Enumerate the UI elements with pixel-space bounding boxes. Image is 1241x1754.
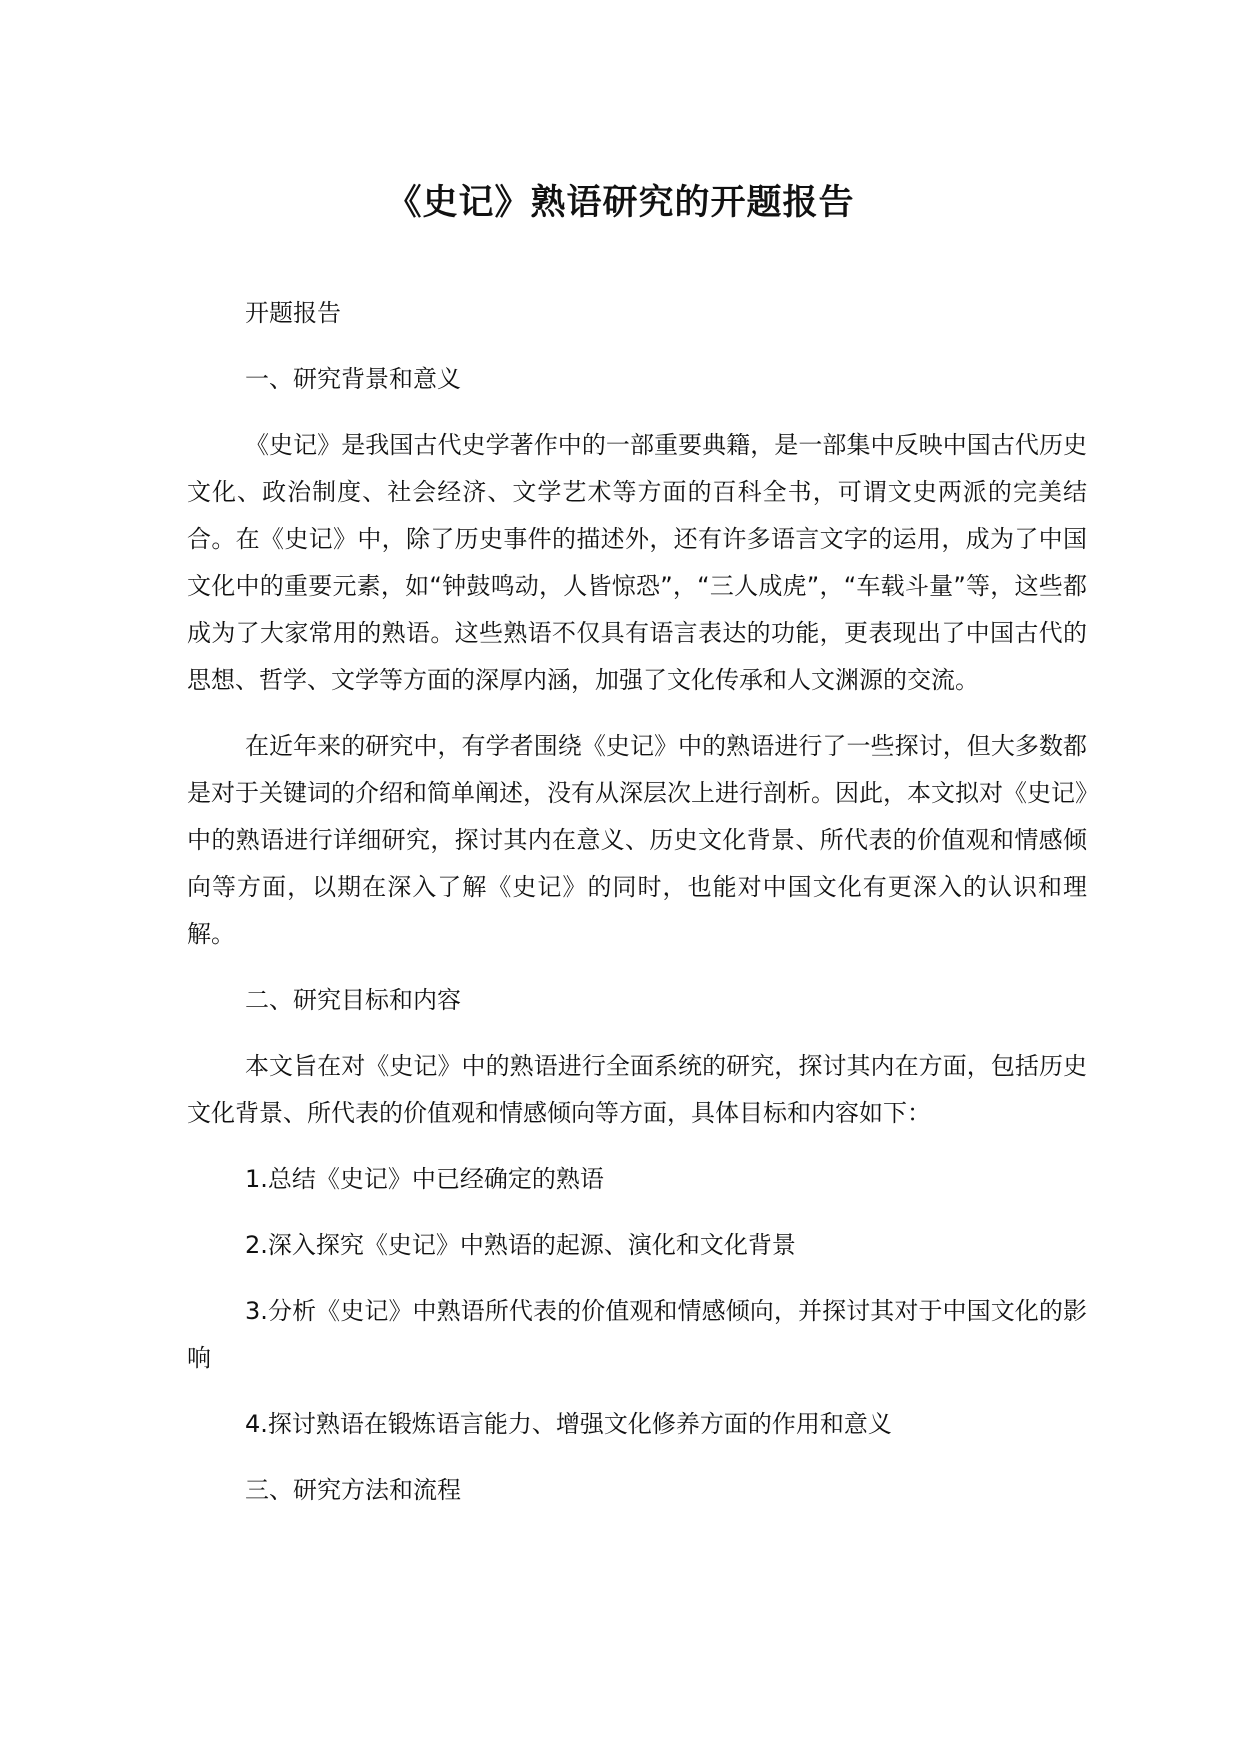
heading-section-2: 二、研究目标和内容 — [245, 986, 461, 1014]
paragraph-background: 《史记》是我国古代史学著作中的一部重要典籍，是一部集中反映中国古代历史文化、政治制度、社会经济、文学艺术等方面的百科全书，可谓文史两派的完美结合。在《史记》中，除了历史事件的描述外，还有许多语言文字的运用，成为了中国文化中的重要元素，如“钟鼓鸣动，人皆惊恐”，“三人成虎”，“车载斗量”等，这些都成为了大家常用的熟语。这些熟语不仅具有语言表达的功能，更表现出了中国古代的思想、哲学、文学等方面的深厚内涵，加强了文化传承和人文渊源的交流。 — [187, 431, 1087, 694]
list-item-1: 1.总结《史记》中已经确定的熟语 — [245, 1165, 604, 1193]
paragraph-recent-research: 在近年来的研究中，有学者围绕《史记》中的熟语进行了一些探讨，但大多数都是对于关键词的介绍和简单阐述，没有从深层次上进行剖析。因此，本文拟对《史记》中的熟语进行详细研究，探讨其内在意义、历史文化背景、所代表的价值观和情感倾向等方面，以期在深入了解《史记》的同时，也能对中国文化有更深入的认识和理解。 — [187, 732, 1087, 948]
document-title: 《史记》熟语研究的开题报告 — [386, 183, 855, 223]
list-item-3: 3.分析《史记》中熟语所代表的价值观和情感倾向，并探讨其对于中国文化的影响 — [187, 1297, 1087, 1372]
paragraph-goals: 本文旨在对《史记》中的熟语进行全面系统的研究，探讨其内在方面，包括历史文化背景、所代表的价值观和情感倾向等方面，具体目标和内容如下： — [187, 1052, 1087, 1127]
list-item-4: 4.探讨熟语在锻炼语言能力、增强文化修养方面的作用和意义 — [245, 1410, 892, 1438]
paragraph-opening-report: 开题报告 — [245, 299, 341, 327]
heading-section-1: 一、研究背景和意义 — [245, 365, 461, 393]
heading-section-3: 三、研究方法和流程 — [245, 1476, 461, 1504]
list-item-2: 2.深入探究《史记》中熟语的起源、演化和文化背景 — [245, 1231, 796, 1259]
document-body — [187, 290, 1087, 1533]
